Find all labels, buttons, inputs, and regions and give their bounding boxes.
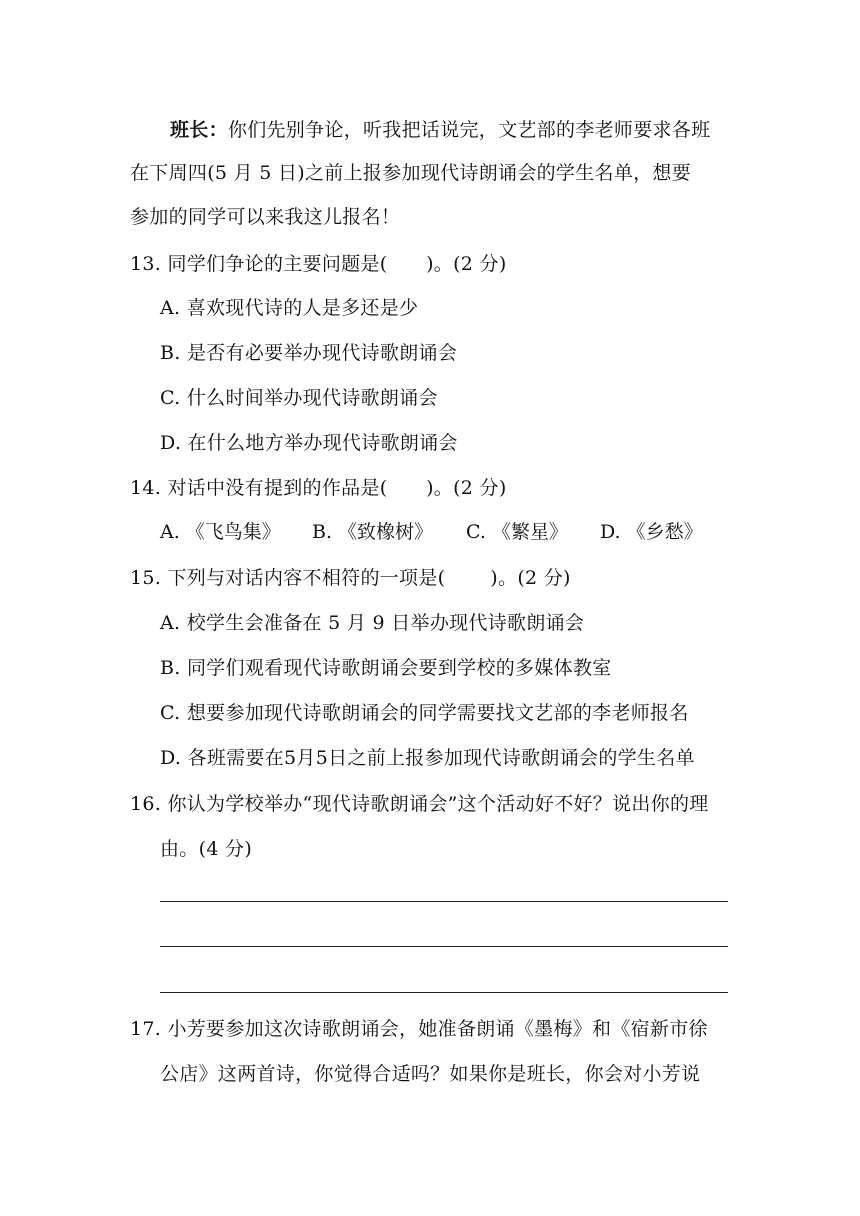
question-14-options bbox=[160, 519, 730, 545]
question-13-stem: 13. 同学们争论的主要问题是( )。(2 分) bbox=[130, 253, 507, 275]
dialogue-line-2: 在下周四(5 月 5 日)之前上报参加现代诗朗诵会的学生名单，想要 bbox=[130, 162, 692, 184]
dialogue-line-1 bbox=[170, 117, 710, 143]
question-17-stem-line-1: 17. 小芳要参加这次诗歌朗诵会，她准备朗诵《墨梅》和《宿新市徐 bbox=[130, 1018, 708, 1040]
question-16-stem-line-2: 由。(4 分) bbox=[160, 838, 253, 860]
question-13-option-d: D. 在什么地方举办现代诗歌朗诵会 bbox=[160, 432, 458, 454]
question-15-stem: 15. 下列与对话内容不相符的一项是( )。(2 分) bbox=[130, 567, 571, 589]
question-13-option-a: A. 喜欢现代诗的人是多还是少 bbox=[160, 297, 419, 319]
question-15-option-a: A. 校学生会准备在 5 月 9 日举办现代诗歌朗诵会 bbox=[160, 612, 585, 634]
question-15-option-c: C. 想要参加现代诗歌朗诵会的同学需要找文艺部的李老师报名 bbox=[160, 702, 689, 724]
question-14-option-a: A. 《飞鸟集》 bbox=[160, 521, 281, 543]
question-13-option-b: B. 是否有必要举办现代诗歌朗诵会 bbox=[160, 342, 458, 364]
dialogue-text: 你们先别争论，听我把话说完，文艺部的李老师要求各班 bbox=[227, 119, 711, 141]
speaker-label: 班长： bbox=[170, 119, 228, 141]
question-14-option-b: B. 《致橡树》 bbox=[312, 521, 434, 543]
question-13-option-c: C. 什么时间举办现代诗歌朗诵会 bbox=[160, 387, 438, 409]
question-14-option-c: C. 《繁星》 bbox=[466, 521, 568, 543]
question-17-stem-line-2: 公店》这两首诗，你觉得合适吗？如果你是班长，你会对小芳说 bbox=[160, 1063, 701, 1085]
answer-line-2[interactable] bbox=[160, 946, 728, 947]
question-14-option-d: D. 《乡愁》 bbox=[600, 521, 703, 543]
answer-line-1[interactable] bbox=[160, 901, 728, 902]
question-15-option-d: D. 各班需要在5月5日之前上报参加现代诗歌朗诵会的学生名单 bbox=[160, 747, 695, 769]
question-16-stem-line-1: 16. 你认为学校举办“现代诗歌朗诵会”这个活动好不好？说出你的理 bbox=[130, 793, 709, 815]
answer-line-3[interactable] bbox=[160, 992, 728, 993]
dialogue-line-3: 参加的同学可以来我这儿报名！ bbox=[130, 206, 401, 228]
question-14-stem: 14. 对话中没有提到的作品是( )。(2 分) bbox=[130, 477, 507, 499]
question-15-option-b: B. 同学们观看现代诗歌朗诵会要到学校的多媒体教室 bbox=[160, 657, 612, 679]
